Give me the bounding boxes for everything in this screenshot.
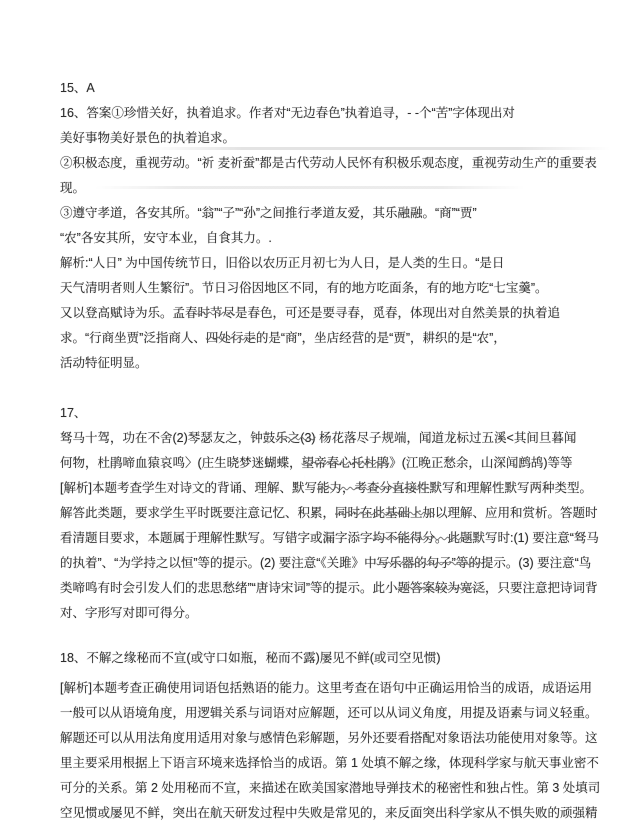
answer-section-15: [60, 76, 586, 101]
text-line: [60, 426, 586, 451]
text-segment: 现。: [60, 181, 86, 195]
text-segment: ②积极态度，重视劳动。“祈 麦祈蚕”都是古代劳动人民怀有积极乐观态度，重视劳动生产的重要表: [60, 156, 597, 170]
text-segment: 的执着”、“为学持之以恒”等的提示。(2) 要注意“《关雎》中: [60, 556, 377, 570]
text-segment: 解题还可以从用法角度用适用对象与感情色彩解题，另外还要看搭配对象语法功能使用对象等。这: [60, 731, 598, 745]
text-segment: 默写时:(1) 要注意“驽马: [472, 531, 599, 545]
scribbled-text-segment: 时节尽: [197, 306, 236, 320]
text-line: [60, 201, 586, 226]
text-segment: 可分的关系。第 2 处用秘而不宣，来描述在欧美国家潜地导弹技术的秘密性和独占性。第 3 处填司: [60, 781, 601, 795]
text-line: [60, 301, 586, 326]
text-segment: 提示。(3) 要注意“鸟: [480, 556, 592, 570]
text-segment: 一般可以从语境角度，用逻辑关系与词语对应解题，还可以从词义角度，用提及语素与词义轻重。: [60, 706, 598, 720]
scribbled-text-segment: 均不能得分。此题: [372, 531, 473, 545]
text-segment: 15、A: [60, 81, 95, 95]
text-line: [60, 351, 586, 376]
text-line: [60, 176, 586, 201]
scribbled-text-segment: 能力，考查分直接性: [316, 481, 430, 495]
text-line: [60, 451, 586, 476]
text-line: [60, 751, 599, 776]
text-line: [60, 476, 592, 501]
text-line: [60, 401, 586, 426]
text-line: [60, 501, 598, 526]
text-line: [60, 101, 586, 126]
scribbled-text-segment: 同时在此基础上加: [335, 506, 436, 520]
text-segment: 驽马十驾，功在不舍(2)琴瑟友之，钟鼓: [60, 431, 276, 445]
text-line: [60, 701, 598, 726]
text-segment: 18、不解之缘秘而不宣(或守口如瓶，秘而不露)屡见不鲜(或司空见惯): [60, 651, 441, 665]
text-segment: 何物，杜鹃啼血猿哀鸣〉(庄生晓梦迷蝴蝶，: [60, 456, 302, 470]
text-line: [60, 526, 599, 551]
text-line: [60, 551, 592, 576]
text-segment: 》(江晚正愁余，山深闻鹧鸪)等等: [389, 456, 573, 470]
text-segment: 16、答案①珍惜关好，执着追求。作者对“无边春色”执着追寻，- -个“苦”字体现出对: [60, 106, 515, 120]
text-segment: 天气清明者则人生繁衍”。节日习俗因地区不同，有的地方吃面条，有的地方吃“七宝羹”。: [60, 281, 548, 295]
text-line: [60, 251, 586, 276]
text-segment: 解析:“人日” 为中国传统节日，旧俗以农历正月初七为人日，是人类的生日。“是日: [60, 256, 505, 270]
text-segment: 又以登高赋诗为乐。孟春: [60, 306, 198, 320]
answer-section-17: [60, 401, 599, 626]
text-line: [60, 646, 586, 671]
text-line: [60, 726, 598, 751]
text-segment: 看清题目要求，本题属于理解性默写。写错字或漏字添字: [60, 531, 373, 545]
text-line: [60, 776, 601, 801]
text-segment: 默写和理解性默写两种类型。: [429, 481, 592, 495]
text-line: [60, 151, 597, 176]
text-segment: 的是“商”，坐店经营的是“贾”，耕织的是“农”，: [255, 331, 506, 345]
text-segment: “农”各安其所，安守本业，自食其力。.: [60, 231, 272, 245]
text-segment: 17、: [60, 406, 87, 420]
answer-section-16: [60, 101, 597, 376]
text-segment: 杨花落尽子规端，闻道龙标过五溪<其间旦暮闻: [315, 431, 577, 445]
text-line: [60, 276, 586, 301]
text-segment: 美好事物美好景色的执着追求。: [60, 131, 236, 145]
text-segment: 是春色，可还是要寻春，觅春，体现出对自然美景的执着追: [235, 306, 561, 320]
text-line: [60, 126, 586, 151]
text-line: [60, 76, 586, 101]
text-segment: [解析]本题考查学生对诗文的背诵、理解、默写: [60, 481, 317, 495]
text-line: [60, 801, 598, 826]
text-line: [60, 576, 598, 601]
text-segment: 活动特征明显。: [60, 356, 148, 370]
text-segment: 以理解、应用和赏析。答题时: [435, 506, 598, 520]
text-segment: 对、字形写对即可得分。: [60, 606, 198, 620]
answer-section-18: [60, 646, 601, 826]
scribbled-text-segment: 写乐器的句子”等的: [376, 556, 481, 570]
text-segment: 里主要采用根据上下语言环境来选择恰当的成语。第 1 处填不解之缘，体现科学家与航天事业密不: [60, 756, 599, 770]
text-line: [60, 601, 586, 626]
text-line: [60, 226, 586, 251]
text-segment: 求。“行商坐贾”泛指商人、: [60, 331, 206, 345]
scribbled-text-segment: 题答案较为宽泛: [397, 581, 486, 595]
text-segment: ，只要注意把诗词背: [485, 581, 598, 595]
text-line: [60, 676, 592, 701]
text-segment: ③遵守孝道，各安其所。“翁”“子”“孙”之间推行孝道友爱，其乐融融。“商”“贾”: [60, 206, 477, 220]
scribbled-text-segment: 四处行走: [205, 331, 256, 345]
text-segment: [解析]本题考查正确使用词语包括熟语的能力。这里考查在语句中正确运用恰当的成语，成语运用: [60, 681, 592, 695]
scribbled-text-segment: 乐之(3): [275, 431, 316, 445]
text-segment: 类啼鸣有时会引发人们的悲思愁绪”“唐诗宋词”等的提示。此小: [60, 581, 398, 595]
scribbled-text-segment: 望帝春心托杜鹃: [301, 456, 390, 470]
text-segment: 解答此类题，要求学生平时既要注意记忆、积累，: [60, 506, 336, 520]
text-segment: 空见惯或屡见不鲜，突出在航天研发过程中失败是常见的，来反面突出科学家从不惧失败的顽强精: [60, 806, 598, 820]
text-line: [60, 326, 586, 351]
